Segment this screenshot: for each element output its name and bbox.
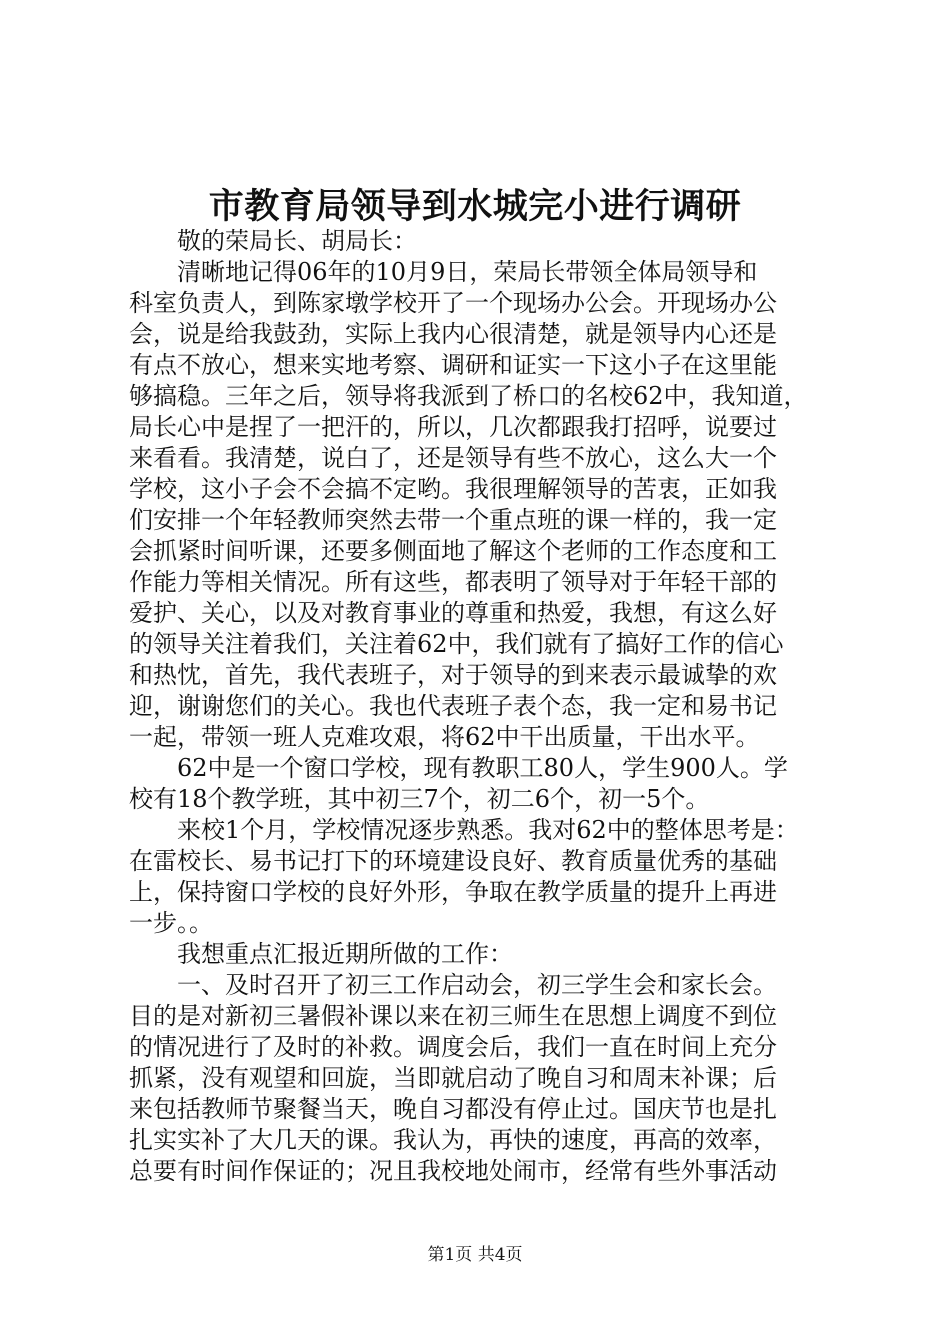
body-line: 爱护、关心，以及对教育事业的尊重和热爱，我想，有这么好 bbox=[129, 599, 777, 627]
body-line: 会抓紧时间听课，还要多侧面地了解这个老师的工作态度和工 bbox=[129, 537, 777, 565]
body-line: 一、及时召开了初三工作启动会，初三学生会和家长会。 bbox=[177, 971, 777, 999]
body-line: 目的是对新初三暑假补课以来在初三师生在思想上调度不到位 bbox=[129, 1002, 777, 1030]
body-line: 总要有时间作保证的；况且我校地处闹市，经常有些外事活动 bbox=[129, 1157, 777, 1185]
body-line: 62中是一个窗口学校，现有教职工80人，学生900人。学 bbox=[177, 754, 788, 782]
body-line: 作能力等相关情况。所有这些，都表明了领导对于年轻干部的 bbox=[129, 568, 777, 596]
body-line: 清晰地记得06年的10月9日，荣局长带领全体局领导和 bbox=[177, 258, 758, 286]
body-line: 来看看。我清楚，说白了，还是领导有些不放心，这么大一个 bbox=[129, 444, 777, 472]
body-line: 抓紧，没有观望和回旋，当即就启动了晚自习和周末补课；后 bbox=[129, 1064, 777, 1092]
body-line: 局长心中是捏了一把汗的，所以，几次都跟我打招呼，说要过 bbox=[129, 413, 777, 441]
body-line: 够搞稳。三年之后，领导将我派到了桥口的名校62中，我知道， bbox=[129, 382, 808, 410]
document-body bbox=[129, 226, 829, 1187]
body-line: 在雷校长、易书记打下的环境建设良好、教育质量优秀的基础 bbox=[129, 847, 777, 875]
body-line: 我想重点汇报近期所做的工作： bbox=[177, 940, 513, 968]
body-line: 上，保持窗口学校的良好外形，争取在教学质量的提升上再进 bbox=[129, 878, 777, 906]
page-footer: 第1页 共4页 bbox=[427, 1245, 523, 1265]
document-title: 市教育局领导到水城完小进行调研 bbox=[208, 186, 742, 227]
body-line: 校有18个教学班，其中初三7个，初二6个，初一5个。 bbox=[129, 785, 710, 813]
body-line: 的情况进行了及时的补救。调度会后，我们一直在时间上充分 bbox=[129, 1033, 777, 1061]
body-line: 来包括教师节聚餐当天，晚自习都没有停止过。国庆节也是扎 bbox=[129, 1095, 777, 1123]
body-line: 一步。。 bbox=[129, 909, 213, 937]
body-line: 和热忱，首先，我代表班子，对于领导的到来表示最诚挚的欢 bbox=[129, 661, 777, 689]
body-line: 学校，这小子会不会搞不定哟。我很理解领导的苦衷，正如我 bbox=[129, 475, 777, 503]
body-line: 的领导关注着我们，关注着62中，我们就有了搞好工作的信心 bbox=[129, 630, 784, 658]
body-line: 科室负责人，到陈家墩学校开了一个现场办公会。开现场办公 bbox=[129, 289, 777, 317]
body-line: 来校1个月，学校情况逐步熟悉。我对62中的整体思考是： bbox=[177, 816, 799, 844]
body-line: 们安排一个年轻教师突然去带一个重点班的课一样的，我一定 bbox=[129, 506, 777, 534]
body-line: 会，说是给我鼓劲，实际上我内心很清楚，就是领导内心还是 bbox=[129, 320, 777, 348]
body-line: 一起，带领一班人克难攻艰，将62中干出质量，干出水平。 bbox=[129, 723, 760, 751]
body-line: 有点不放心，想来实地考察、调研和证实一下这小子在这里能 bbox=[129, 351, 777, 379]
body-line: 敬的荣局长、胡局长： bbox=[177, 227, 417, 255]
body-line: 扎实实补了大几天的课。我认为，再快的速度，再高的效率， bbox=[129, 1126, 777, 1154]
body-line: 迎，谢谢您们的关心。我也代表班子表个态，我一定和易书记 bbox=[129, 692, 777, 720]
